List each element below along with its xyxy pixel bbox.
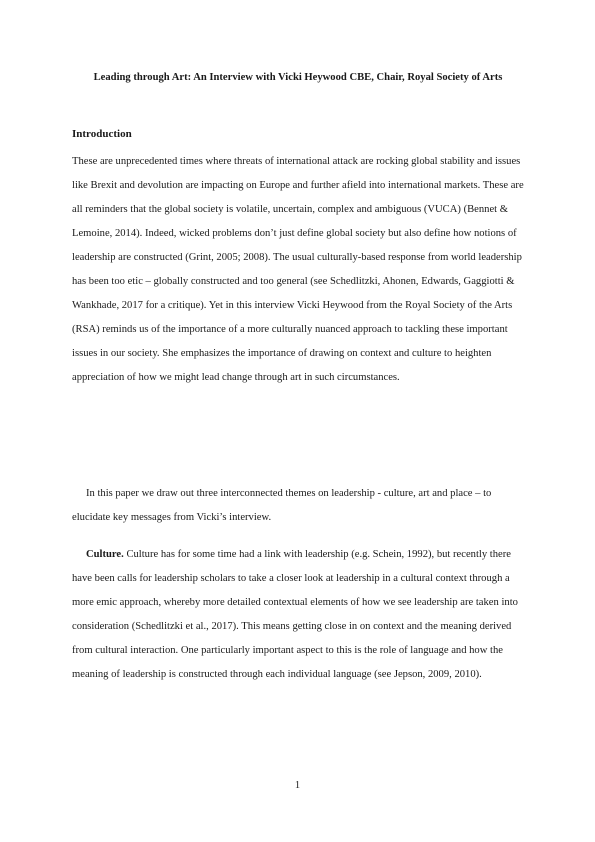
introduction-paragraph-1: These are unprecedented times where threats of international attack are rocking global stability and issues like Brexit and devolution are impacting on Europe and further afield into international markets. These are all reminders that the global society is volatile, uncertain, complex and ambiguous (VUCA) (Bennet & Lemoine, 2014). Indeed, wicked problems don’t just define global society but also define how notions of leadership are constructed (Grint, 2005; 2008). The usual culturally-based response from world leadership has been too etic – globally constructed and too general (see Schedlitzki, Ahonen, Edwards, Gaggiotti & Wankhade, 2017 for a critique). Yet in this interview Vicki Heywood from the Royal Society of the Arts (RSA) reminds us of the importance of a more culturally nuanced approach to tackling these important issues in our society. She emphasizes the importance of drawing on context and culture to heighten appreciation of how we might lead change through art in such circumstances. (72, 156, 524, 383)
page-number: 1 (294, 780, 301, 791)
culture-paragraph-text: Culture has for some time had a link with leadership (e.g. Schein, 1992), but recently there have been calls for leadership scholars to take a closer look at leadership in a cultural context through a more emic approach, whereby more detailed contextual elements of how we see leadership are taken into consideration (Schedlitzki et al., 2017). This means getting close in on context and the meaning derived from cultural interaction. One particularly important aspect to this is the role of language and how the meaning of leadership is constructed through each individual language (see Jepson, 2009, 2010). (72, 549, 518, 680)
document-title: Leading through Art: An Interview with Vicki Heywood CBE, Chair, Royal Society of Arts (93, 72, 503, 83)
introduction-paragraph-2: In this paper we draw out three interconnected themes on leadership - culture, art and place – to elucidate key messages from Vicki’s interview. (72, 488, 492, 523)
section-heading-introduction: Introduction (72, 128, 132, 140)
culture-run-in-heading: Culture. (86, 549, 124, 560)
culture-paragraph (72, 543, 524, 687)
